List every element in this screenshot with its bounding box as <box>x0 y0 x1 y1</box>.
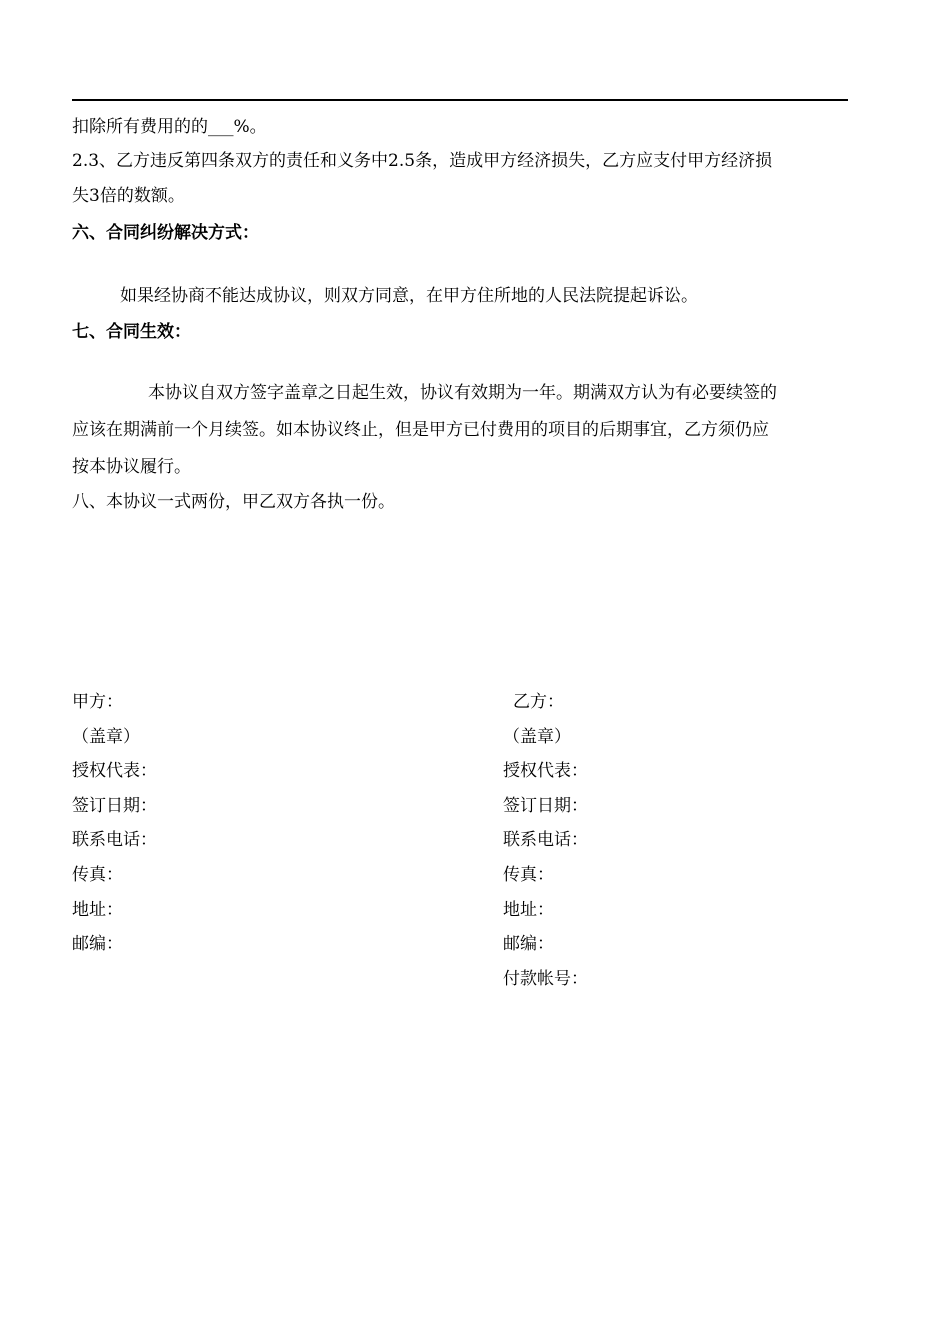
party-a-phone: 联系电话： <box>72 830 157 851</box>
party-b-fax: 传真： <box>503 864 554 885</box>
header-rule <box>72 99 848 101</box>
party-a-postcode: 邮编： <box>72 934 123 955</box>
party-a-address: 地址： <box>72 899 123 920</box>
party-b-label: 乙方： <box>513 692 564 712</box>
paragraph-effective-1: 本协议自双方签字盖章之日起生效，协议有效期为一年。期满双方认为有必要续签的 <box>148 383 777 403</box>
party-b-postcode: 邮编： <box>503 934 554 955</box>
party-b-payment-account: 付款帐号： <box>503 968 588 989</box>
text-line-clause-2-3: 2.3、乙方违反第四条双方的责任和义务中2.5条，造成甲方经济损失，乙方应支付甲方经济损 <box>72 151 773 171</box>
party-b-phone: 联系电话： <box>503 830 588 851</box>
section-copies: 八、本协议一式两份，甲乙双方各执一份。 <box>72 492 395 512</box>
party-a-sign-date: 签订日期： <box>72 795 157 816</box>
party-a-fax: 传真： <box>72 864 123 885</box>
party-b-seal: （盖章） <box>503 726 571 747</box>
party-a-seal: （盖章） <box>72 726 140 747</box>
party-a-representative: 授权代表： <box>72 761 157 782</box>
section-heading-dispute: 六、合同纠纷解决方式： <box>72 223 259 243</box>
party-b-address: 地址： <box>503 899 554 920</box>
text-line-fee-percent: 扣除所有费用的的___%。 <box>72 117 267 137</box>
paragraph-effective-3: 按本协议履行。 <box>72 457 191 477</box>
party-b-representative: 授权代表： <box>503 761 588 782</box>
paragraph-effective-2: 应该在期满前一个月续签。如本协议终止，但是甲方已付费用的项目的后期事宜，乙方须仍应 <box>72 420 769 440</box>
party-b-sign-date: 签订日期： <box>503 795 588 816</box>
text-line-clause-2-3-cont: 失3倍的数额。 <box>72 186 185 206</box>
party-a-signature-block <box>72 692 157 969</box>
party-b-signature-block <box>503 692 588 1003</box>
section-heading-effective: 七、合同生效： <box>72 322 191 342</box>
paragraph-dispute: 如果经协商不能达成协议，则双方同意，在甲方住所地的人民法院提起诉讼。 <box>120 286 698 306</box>
party-a-label: 甲方： <box>72 692 123 712</box>
